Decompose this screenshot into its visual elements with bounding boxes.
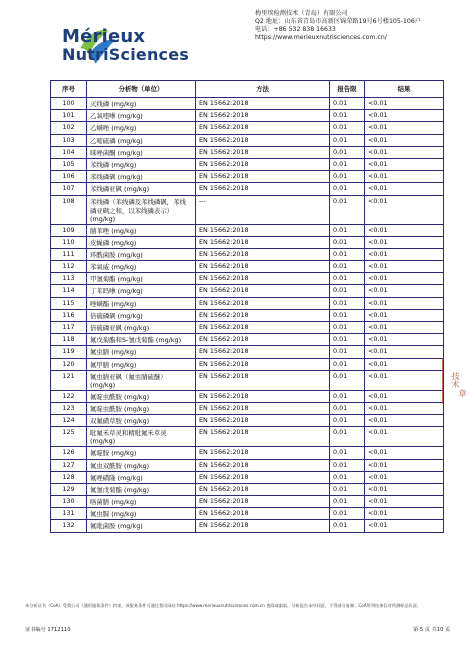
table-header-row [51,81,444,98]
table-cell: 127 [51,459,87,471]
table-header-cell: 方法 [196,81,330,98]
table-cell: 124 [51,415,87,427]
table-cell: 107 [51,183,87,195]
table-row [51,459,444,471]
table-cell: 咪唑菌酮 (mg/kg) [87,146,196,158]
table-cell: 0.01 [330,171,365,183]
table-cell: EN 15662:2018 [196,358,330,370]
table-row [51,248,444,260]
table-cell: 104 [51,146,87,158]
table-cell: 0.01 [330,195,365,224]
table-row [51,146,444,158]
table-cell: <0.01 [365,134,444,146]
brand-line2: NutriSciences [62,45,189,64]
table-cell: 苯线磷亚砜 (mg/kg) [87,183,196,195]
table-cell: EN 15662:2018 [196,334,330,346]
table-cell: EN 15662:2018 [196,261,330,273]
table-row [51,471,444,483]
table-cell: 125 [51,427,87,447]
table-cell: 123 [51,402,87,414]
table-cell: <0.01 [365,171,444,183]
table-cell: <0.01 [365,447,444,459]
table-cell: 126 [51,447,87,459]
footer-note: 本分析证书（CoA）受我公司《通用服务条件》约束，该服务条件可通过我司网站 https://www.merieuxnutrisciences.com.cn 查阅或索取。分析报告未经同意，不得部分复制；CoA所列结果仅对所测样品负责。 [25,603,422,608]
table-cell: 氟唑磺隆 (mg/kg) [87,471,196,483]
table-cell: 0.01 [330,273,365,285]
table-cell: 0.01 [330,158,365,170]
table-row [51,224,444,236]
table-row [51,285,444,297]
table-row [51,297,444,309]
table-cell: EN 15662:2018 [196,322,330,334]
table-cell: 122 [51,390,87,402]
table-row [51,427,444,447]
table-cell: 101 [51,110,87,122]
table-cell: 105 [51,158,87,170]
table-cell: EN 15662:2018 [196,134,330,146]
table-cell: 114 [51,285,87,297]
table-cell: 121 [51,370,87,390]
table-cell: 0.01 [330,248,365,260]
table-cell: 皮蝇磷 (mg/kg) [87,236,196,248]
page-number: 第 5 页 共10 页 [413,627,451,633]
table-cell: 苯氧威 (mg/kg) [87,261,196,273]
table-cell: EN 15662:2018 [196,520,330,532]
table-cell: EN 15662:2018 [196,285,330,297]
table-cell: <0.01 [365,358,444,370]
table-header-cell: 报告限 [330,81,365,98]
table-row [51,134,444,146]
table-row [51,508,444,520]
table-cell: 113 [51,273,87,285]
table-cell: <0.01 [365,285,444,297]
table-cell: 0.01 [330,261,365,273]
seal-text-b: 章 [458,389,467,397]
table-cell: 0.01 [330,415,365,427]
table-cell: <0.01 [365,122,444,134]
table-cell: 111 [51,248,87,260]
company-name: 梅里埃检测技术（青岛）有限公司 [255,10,348,17]
table-cell: EN 15662:2018 [196,273,330,285]
table-cell: 0.01 [330,309,365,321]
table-row [51,236,444,248]
table-cell: 苯线磷 (mg/kg) [87,158,196,170]
table-cell: 氟虫腈亚砜（氟虫腈硫醚） (mg/kg) [87,370,196,390]
table-cell: 0.01 [330,297,365,309]
table-row [51,261,444,273]
table-row [51,415,444,427]
table-cell: 0.01 [330,110,365,122]
table-cell: <0.01 [365,459,444,471]
table-cell: EN 15662:2018 [196,415,330,427]
table-cell: 环酰菌胺 (mg/kg) [87,248,196,260]
table-cell: 氟啶胺 (mg/kg) [87,447,196,459]
table-cell: <0.01 [365,402,444,414]
table-cell: <0.01 [365,508,444,520]
table-cell: 氟虫腈 (mg/kg) [87,346,196,358]
table-cell: EN 15662:2018 [196,171,330,183]
table-cell: 0.01 [330,122,365,134]
table-cell: EN 15662:2018 [196,309,330,321]
table-cell: 0.01 [330,134,365,146]
table-row [51,483,444,495]
table-cell: 氟戊菊酯和S-氰戊菊酯 (mg/kg) [87,334,196,346]
table-cell: 氟虫双酰胺 (mg/kg) [87,459,196,471]
table-cell: <0.01 [365,261,444,273]
table-cell: 132 [51,520,87,532]
table-cell: 氟氰戊菊酯 (mg/kg) [87,483,196,495]
table-cell: 0.01 [330,390,365,402]
table-cell: EN 15662:2018 [196,483,330,495]
table-cell: 0.01 [330,334,365,346]
table-cell: 甲氰菊酯 (mg/kg) [87,273,196,285]
table-cell: 氟甲腈 (mg/kg) [87,358,196,370]
table-cell: 氟吡菌胺 (mg/kg) [87,520,196,532]
table-cell: <0.01 [365,158,444,170]
table-cell: EN 15662:2018 [196,508,330,520]
table-cell: <0.01 [365,483,444,495]
table-cell: <0.01 [365,520,444,532]
table-cell: EN 15662:2018 [196,224,330,236]
table-cell: EN 15662:2018 [196,183,330,195]
table-cell: 0.01 [330,520,365,532]
table-cell: EN 15662:2018 [196,98,330,110]
table-cell: 吡氟禾草灵和精吡氟禾草灵 (mg/kg) [87,427,196,447]
table-cell: EN 15662:2018 [196,459,330,471]
table-cell: 0.01 [330,508,365,520]
table-row [51,183,444,195]
company-url[interactable]: https://www.merieuxnutrisciences.com.cn/ [255,34,387,41]
table-header-cell: 序号 [51,81,87,98]
table-cell: 116 [51,309,87,321]
table-cell: EN 15662:2018 [196,447,330,459]
table-cell: 0.01 [330,427,365,447]
table-cell: 0.01 [330,471,365,483]
table-cell: 100 [51,98,87,110]
table-cell: 腈苯唑 (mg/kg) [87,224,196,236]
table-cell: EN 15662:2018 [196,390,330,402]
table-cell: 倍硫磷砜 (mg/kg) [87,309,196,321]
table-cell: 0.01 [330,483,365,495]
table-cell: <0.01 [365,297,444,309]
table-row [51,370,444,390]
table-cell: 咯菌腈 (mg/kg) [87,496,196,508]
table-header-cell: 分析物（单位） [87,81,196,98]
brand-line1: Mérieux [62,26,146,47]
table-row [51,334,444,346]
table-cell: <0.01 [365,98,444,110]
table-cell: 氟啶虫酰胺 (mg/kg) [87,402,196,414]
table-cell: 112 [51,261,87,273]
table-cell: 102 [51,122,87,134]
table-cell: 0.01 [330,346,365,358]
table-cell: <0.01 [365,415,444,427]
table-cell: 131 [51,508,87,520]
table-cell: 苯线磷（苯线磷及苯线磷砜，苯线磷亚砜之和，以苯线磷表示） (mg/kg) [87,195,196,224]
results-table [50,80,444,533]
table-cell: <0.01 [365,309,444,321]
table-row [51,520,444,532]
table-cell: <0.01 [365,183,444,195]
table-cell: 丁苯吗啉 (mg/kg) [87,285,196,297]
table-row [51,158,444,170]
table-cell: 0.01 [330,183,365,195]
table-cell: 0.01 [330,459,365,471]
table-cell: 苯线磷砜 (mg/kg) [87,171,196,183]
table-cell: EN 15662:2018 [196,297,330,309]
table-cell: 103 [51,134,87,146]
table-cell: <0.01 [365,236,444,248]
table-cell: <0.01 [365,273,444,285]
table-cell: 氟啶虫酰胺 (mg/kg) [87,390,196,402]
table-row [51,171,444,183]
table-cell: 灭线磷 (mg/kg) [87,98,196,110]
table-cell: 0.01 [330,370,365,390]
table-row [51,273,444,285]
table-row [51,195,444,224]
table-row [51,346,444,358]
table-cell: EN 15662:2018 [196,236,330,248]
company-phone: 电话：+86 532 838 16633 [255,26,336,33]
table-cell: 129 [51,483,87,495]
table-row [51,322,444,334]
table-cell: 乙氧喹啉 (mg/kg) [87,110,196,122]
table-cell: 0.01 [330,447,365,459]
table-cell: EN 15662:2018 [196,122,330,134]
table-cell: 唑螨酯 (mg/kg) [87,297,196,309]
table-cell: 0.01 [330,98,365,110]
table-cell: <0.01 [365,195,444,224]
table-cell: 117 [51,322,87,334]
table-cell: 0.01 [330,146,365,158]
table-cell: 乙螨唑 (mg/kg) [87,122,196,134]
table-cell: 128 [51,471,87,483]
table-row [51,447,444,459]
table-cell: 0.01 [330,285,365,297]
table-row [51,110,444,122]
table-cell: 115 [51,297,87,309]
table-cell: EN 15662:2018 [196,146,330,158]
table-cell: <0.01 [365,146,444,158]
table-cell: <0.01 [365,334,444,346]
table-cell: --- [196,195,330,224]
table-cell: 氟虫脲 (mg/kg) [87,508,196,520]
table-cell: EN 15662:2018 [196,471,330,483]
table-cell: 0.01 [330,358,365,370]
table-cell: EN 15662:2018 [196,110,330,122]
table-cell: 130 [51,496,87,508]
table-cell: 0.01 [330,322,365,334]
certificate-number: 证书编号 1712110 [25,627,71,633]
results-table-wrapper [50,80,443,533]
table-row [51,390,444,402]
table-cell: <0.01 [365,224,444,236]
company-address: Q2 地址：山东省青岛市高新区锦荣路19号6号楼105-106户 [255,18,421,25]
table-cell: 0.01 [330,496,365,508]
table-cell: 倍硫磷亚砜 (mg/kg) [87,322,196,334]
table-cell: EN 15662:2018 [196,370,330,390]
table-row [51,358,444,370]
table-cell: EN 15662:2018 [196,248,330,260]
table-cell: <0.01 [365,471,444,483]
table-cell: 118 [51,334,87,346]
table-cell: <0.01 [365,248,444,260]
table-cell: <0.01 [365,322,444,334]
table-cell: EN 15662:2018 [196,346,330,358]
table-cell: EN 15662:2018 [196,427,330,447]
table-cell: 120 [51,358,87,370]
table-cell: EN 15662:2018 [196,158,330,170]
table-cell: <0.01 [365,427,444,447]
table-cell: 0.01 [330,224,365,236]
table-cell: <0.01 [365,390,444,402]
table-cell: 0.01 [330,402,365,414]
table-row [51,98,444,110]
table-row [51,496,444,508]
seal-text-a: 技术 [451,372,460,388]
table-cell: 108 [51,195,87,224]
table-cell: <0.01 [365,496,444,508]
table-header-cell: 结果 [365,81,444,98]
report-header [0,0,469,72]
table-cell: <0.01 [365,370,444,390]
table-row [51,122,444,134]
results-table-body [51,98,444,533]
table-cell: 106 [51,171,87,183]
table-cell: <0.01 [365,346,444,358]
table-cell: EN 15662:2018 [196,402,330,414]
table-cell: 109 [51,224,87,236]
table-cell: 0.01 [330,236,365,248]
table-cell: 110 [51,236,87,248]
table-cell: <0.01 [365,110,444,122]
table-cell: EN 15662:2018 [196,496,330,508]
table-cell: 乙嘧硫磷 (mg/kg) [87,134,196,146]
table-row [51,309,444,321]
table-cell: 119 [51,346,87,358]
table-cell: 双氟磺草胺 (mg/kg) [87,415,196,427]
company-info [255,10,421,42]
table-row [51,402,444,414]
